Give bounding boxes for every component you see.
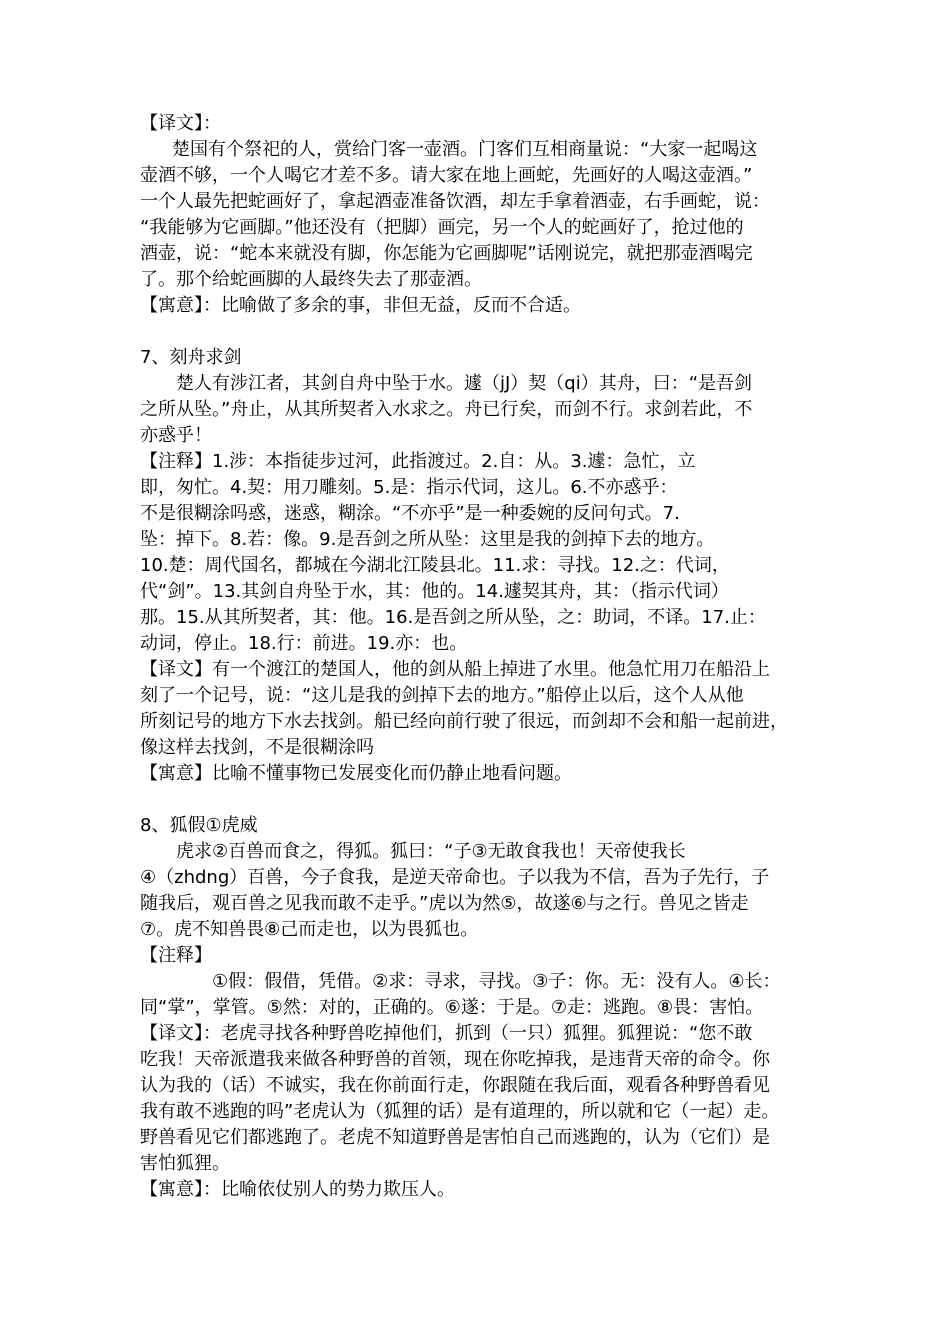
translation-line: 【译文】有一个渡江的楚国人，他的剑从船上掉进了水里。他急忙用刀在船沿上	[140, 659, 770, 680]
notes-line: 即，匆忙。4.契：用刀雕刻。5.是：指示代词，这儿。6.不亦惑乎：	[140, 477, 678, 498]
moral-line: 【寓意】：比喻依仗别人的势力欺压人。	[140, 1179, 455, 1200]
translation-line: 认为我的（话）不诚实，我在你前面行走，你跟随在我后面，观看各种野兽看见	[140, 1075, 770, 1096]
translation-line: 像这样去找剑，不是很糊涂吗	[140, 737, 374, 758]
translation-label: 【译文】：	[140, 113, 221, 134]
notes-line: 动词，停止。18.行：前进。19.亦：也。	[140, 633, 468, 654]
notes-line: 代“剑”。13.其剑自舟坠于水，其：他的。14.遽契其舟，其：（指示代词）	[140, 581, 729, 602]
paragraph-line: 楚国有个祭祀的人，赏给门客一壶酒。门客们互相商量说：“大家一起喝这	[172, 139, 758, 160]
translation-line: 【译文】：老虎寻找各种野兽吃掉他们，抓到（一只）狐狸。狐狸说：“您不敢	[140, 1023, 753, 1044]
notes-line: 10.楚：周代国名，都城在今湖北江陵县北。11.求：寻找。12.之：代词，	[140, 555, 730, 576]
paragraph-line: 亦惑乎！	[140, 425, 212, 446]
notes-label: 【注释】	[140, 945, 212, 966]
notes-line: 不是很糊涂吗惑，迷惑，糊涂。“不亦乎”是一种委婉的反问句式。7.	[140, 503, 680, 524]
section-heading: 8、狐假①虎威	[140, 815, 258, 836]
translation-line: 吃我！天帝派遣我来做各种野兽的首领，现在你吃掉我，是违背天帝的命令。你	[140, 1049, 770, 1070]
notes-line: 【注释】1.涉：本指徒步过河，此指渡过。2.自：从。3.遽：急忙，立	[140, 451, 696, 472]
translation-line: 野兽看见它们都逃跑了。老虎不知道野兽是害怕自己而逃跑的，认为（它们）是	[140, 1127, 770, 1148]
paragraph-line: 之所从坠。”舟止，从其所契者入水求之。舟已行矣，而剑不行。求剑若此，不	[140, 399, 753, 420]
paragraph-line: 一个人最先把蛇画好了，拿起酒壶准备饮酒，却左手拿着酒壶，右手画蛇，说：	[140, 191, 770, 212]
paragraph-line: 酒壶，说：“蛇本来就没有脚，你怎能为它画脚呢”话刚说完，就把那壶酒喝完	[140, 243, 753, 264]
paragraph-line: 壶酒不够，一个人喝它才差不多。请大家在地上画蛇，先画好的人喝这壶酒。”	[140, 165, 753, 186]
translation-line: 所刻记号的地方下水去找剑。船已经向前行驶了很远，而剑却不会和船一起前进，	[140, 711, 788, 732]
notes-line: 坠：掉下。8.若：像。9.是吾剑之所从坠：这里是我的剑掉下去的地方。	[140, 529, 715, 550]
paragraph-line: ⑦。虎不知兽畏⑧己而走也，以为畏狐也。	[140, 919, 479, 940]
notes-line: ①假：假借，凭借。②求：寻求，寻找。③子：你。无：没有人。④长：	[212, 971, 781, 992]
paragraph-line: 虎求②百兽而食之，得狐。狐曰：“子③无敢食我也！天帝使我长	[176, 841, 686, 862]
moral-line: 【寓意】：比喻做了多余的事，非但无益，反而不合适。	[140, 295, 581, 316]
notes-line: 同“掌”，掌管。⑤然：对的，正确的。⑥遂：于是。⑦走：逃跑。⑧畏：害怕。	[140, 997, 764, 1018]
paragraph-line: ④（zhdng）百兽，今子食我，是逆天帝命也。子以我为不信，吾为子先行，子	[140, 867, 770, 888]
moral-line: 【寓意】比喻不懂事物已发展变化而仍静止地看问题。	[140, 763, 572, 784]
paragraph-line: “我能够为它画脚。”他还没有（把脚）画完，另一个人的蛇画好了，抢过他的	[140, 217, 744, 238]
section-heading: 7、刻舟求剑	[140, 347, 242, 368]
paragraph-line: 了。那个给蛇画脚的人最终失去了那壶酒。	[140, 269, 482, 290]
translation-line: 我有敢不逃跑的吗”老虎认为（狐狸的话）是有道理的，所以就和它（一起）走。	[140, 1101, 780, 1122]
paragraph-line: 随我后，观百兽之见我而敢不走乎。”虎以为然⑤，故遂⑥与之行。兽见之皆走	[140, 893, 749, 914]
translation-line: 刻了一个记号，说：“这儿是我的剑掉下去的地方。”船停止以后，这个人从他	[140, 685, 744, 706]
translation-line: 害怕狐狸。	[140, 1153, 230, 1174]
notes-line: 那。15.从其所契者，其：他。16.是吾剑之所从坠，之：助词，不译。17.止：	[140, 607, 766, 628]
paragraph-line: 楚人有涉江者，其剑自舟中坠于水。遽（jJ）契（qi）其舟，曰：“是吾剑	[176, 373, 753, 394]
